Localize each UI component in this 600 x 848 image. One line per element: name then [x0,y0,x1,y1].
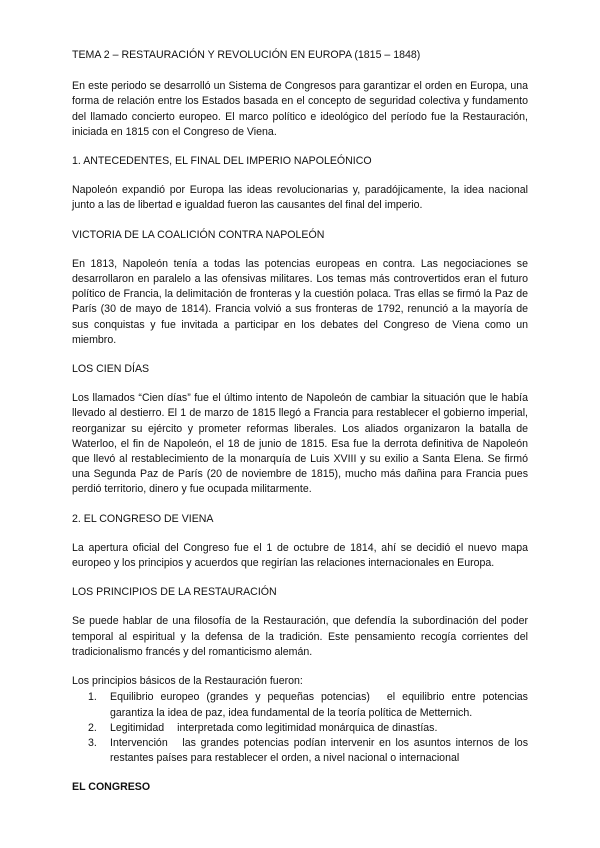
section-heading-antecedentes: 1. ANTECEDENTES, EL FINAL DEL IMPERIO NAPOLEÓNICO [72,155,372,168]
list-item-description: las grandes potencias podían intervenir en los asuntos internos de los restantes países para restablecer el orden, a nivel nacional o internacional [110,736,528,765]
section-heading-cien-dias: LOS CIEN DÍAS [72,363,150,376]
section-heading-victoria: VICTORIA DE LA COALICIÓN CONTRA NAPOLEÓN [72,228,325,241]
list-item [72,736,528,766]
document-page [72,48,528,810]
paragraph-principios: Se puede hablar de una filosofía de la Restauración, que defendía la subordinación del poder temporal al espiritual y la defensa de la tradición. Este pensamiento recogía corrientes del tradicionalismo francés y del romanticismo alemán. [72,615,528,658]
list-item-description: el equilibrio entre potencias garantiza la idea de paz, idea fundamental de la teoría política de Metternich. [110,691,528,719]
list-item-term: Legitimidad [110,721,165,734]
list-item-number: 2. [88,721,97,734]
list-item-term: Equilibrio europeo (grandes y pequeñas potencias) [110,691,370,704]
section-heading-congreso-viena: 2. EL CONGRESO DE VIENA [72,512,214,525]
principles-list [72,690,528,766]
principles-intro: Los principios básicos de la Restauración fueron: [72,675,303,688]
section-heading-principios: LOS PRINCIPIOS DE LA RESTAURACIÓN [72,586,277,599]
list-item-description: interpretada como legitimidad monárquica de dinastías. [177,721,438,734]
section-heading-el-congreso: EL CONGRESO [72,781,151,794]
list-item-number: 3. [88,736,97,749]
list-item-number: 1. [88,691,97,704]
paragraph-cien-dias: Los llamados “Cien días” fue el último intento de Napoleón de cambiar la situación que le había llevado al destierro. El 1 de marzo de 1815 llegó a Francia para restablecer el gobierno imperial, reorganizar su ejército y prometer reformas liberales. Los aliados organizaron la batalla de Waterloo, el fin de Napoleón, el 18 de junio de 1815. Esa fue la derrota definitiva de Napoleón que llevó al restablecimiento de la monarquía de Luis XVIII y su exilio a Santa Elena. Se firmó una Segunda Paz de París (20 de noviembre de 1815), mucho más dañina para Francia pues perdió territorio, dinero y fue ocupada militarmente. [72,392,528,496]
list-item [72,690,528,720]
list-item-term: Intervención [110,736,168,749]
paragraph-victoria: En 1813, Napoleón tenía a todas las potencias europeas en contra. Las negociaciones se desarrollaron en paralelo a las ofensivas militares. Los temas más controvertidos eran el futuro político de Francia, la delimitación de fronteras y la cuestión polaca. Tras ellas se firmó la Paz de París (30 de mayo de 1814). Francia volvió a sus fronteras de 1792, renunció a la mayoría de sus conquistas y fue invitada a participar en los debates del Congreso de Viena como un miembro. [72,257,528,346]
paragraph-antecedentes: Napoleón expandió por Europa las ideas revolucionarias y, paradójicamente, la idea nacional junto a las de libertad e igualdad fueron las causantes del final del imperio. [72,184,528,212]
intro-paragraph: En este periodo se desarrolló un Sistema de Congresos para garantizar el orden en Europa, una forma de relación entre los Estados basada en el concepto de seguridad colectiva y fundamento del llamado concierto europeo. El marco político e ideológico del período fue la Restauración, iniciada en 1815 con el Congreso de Viena. [72,80,528,138]
paragraph-congreso-viena: La apertura oficial del Congreso fue el 1 de octubre de 1814, ahí se decidió el nuevo mapa europeo y los principios y acuerdos que regirían las relaciones internacionales en Europa. [72,541,528,570]
document-title: TEMA 2 – RESTAURACIÓN Y REVOLUCIÓN EN EUROPA (1815 – 1848) [72,49,421,61]
list-item [72,721,528,736]
